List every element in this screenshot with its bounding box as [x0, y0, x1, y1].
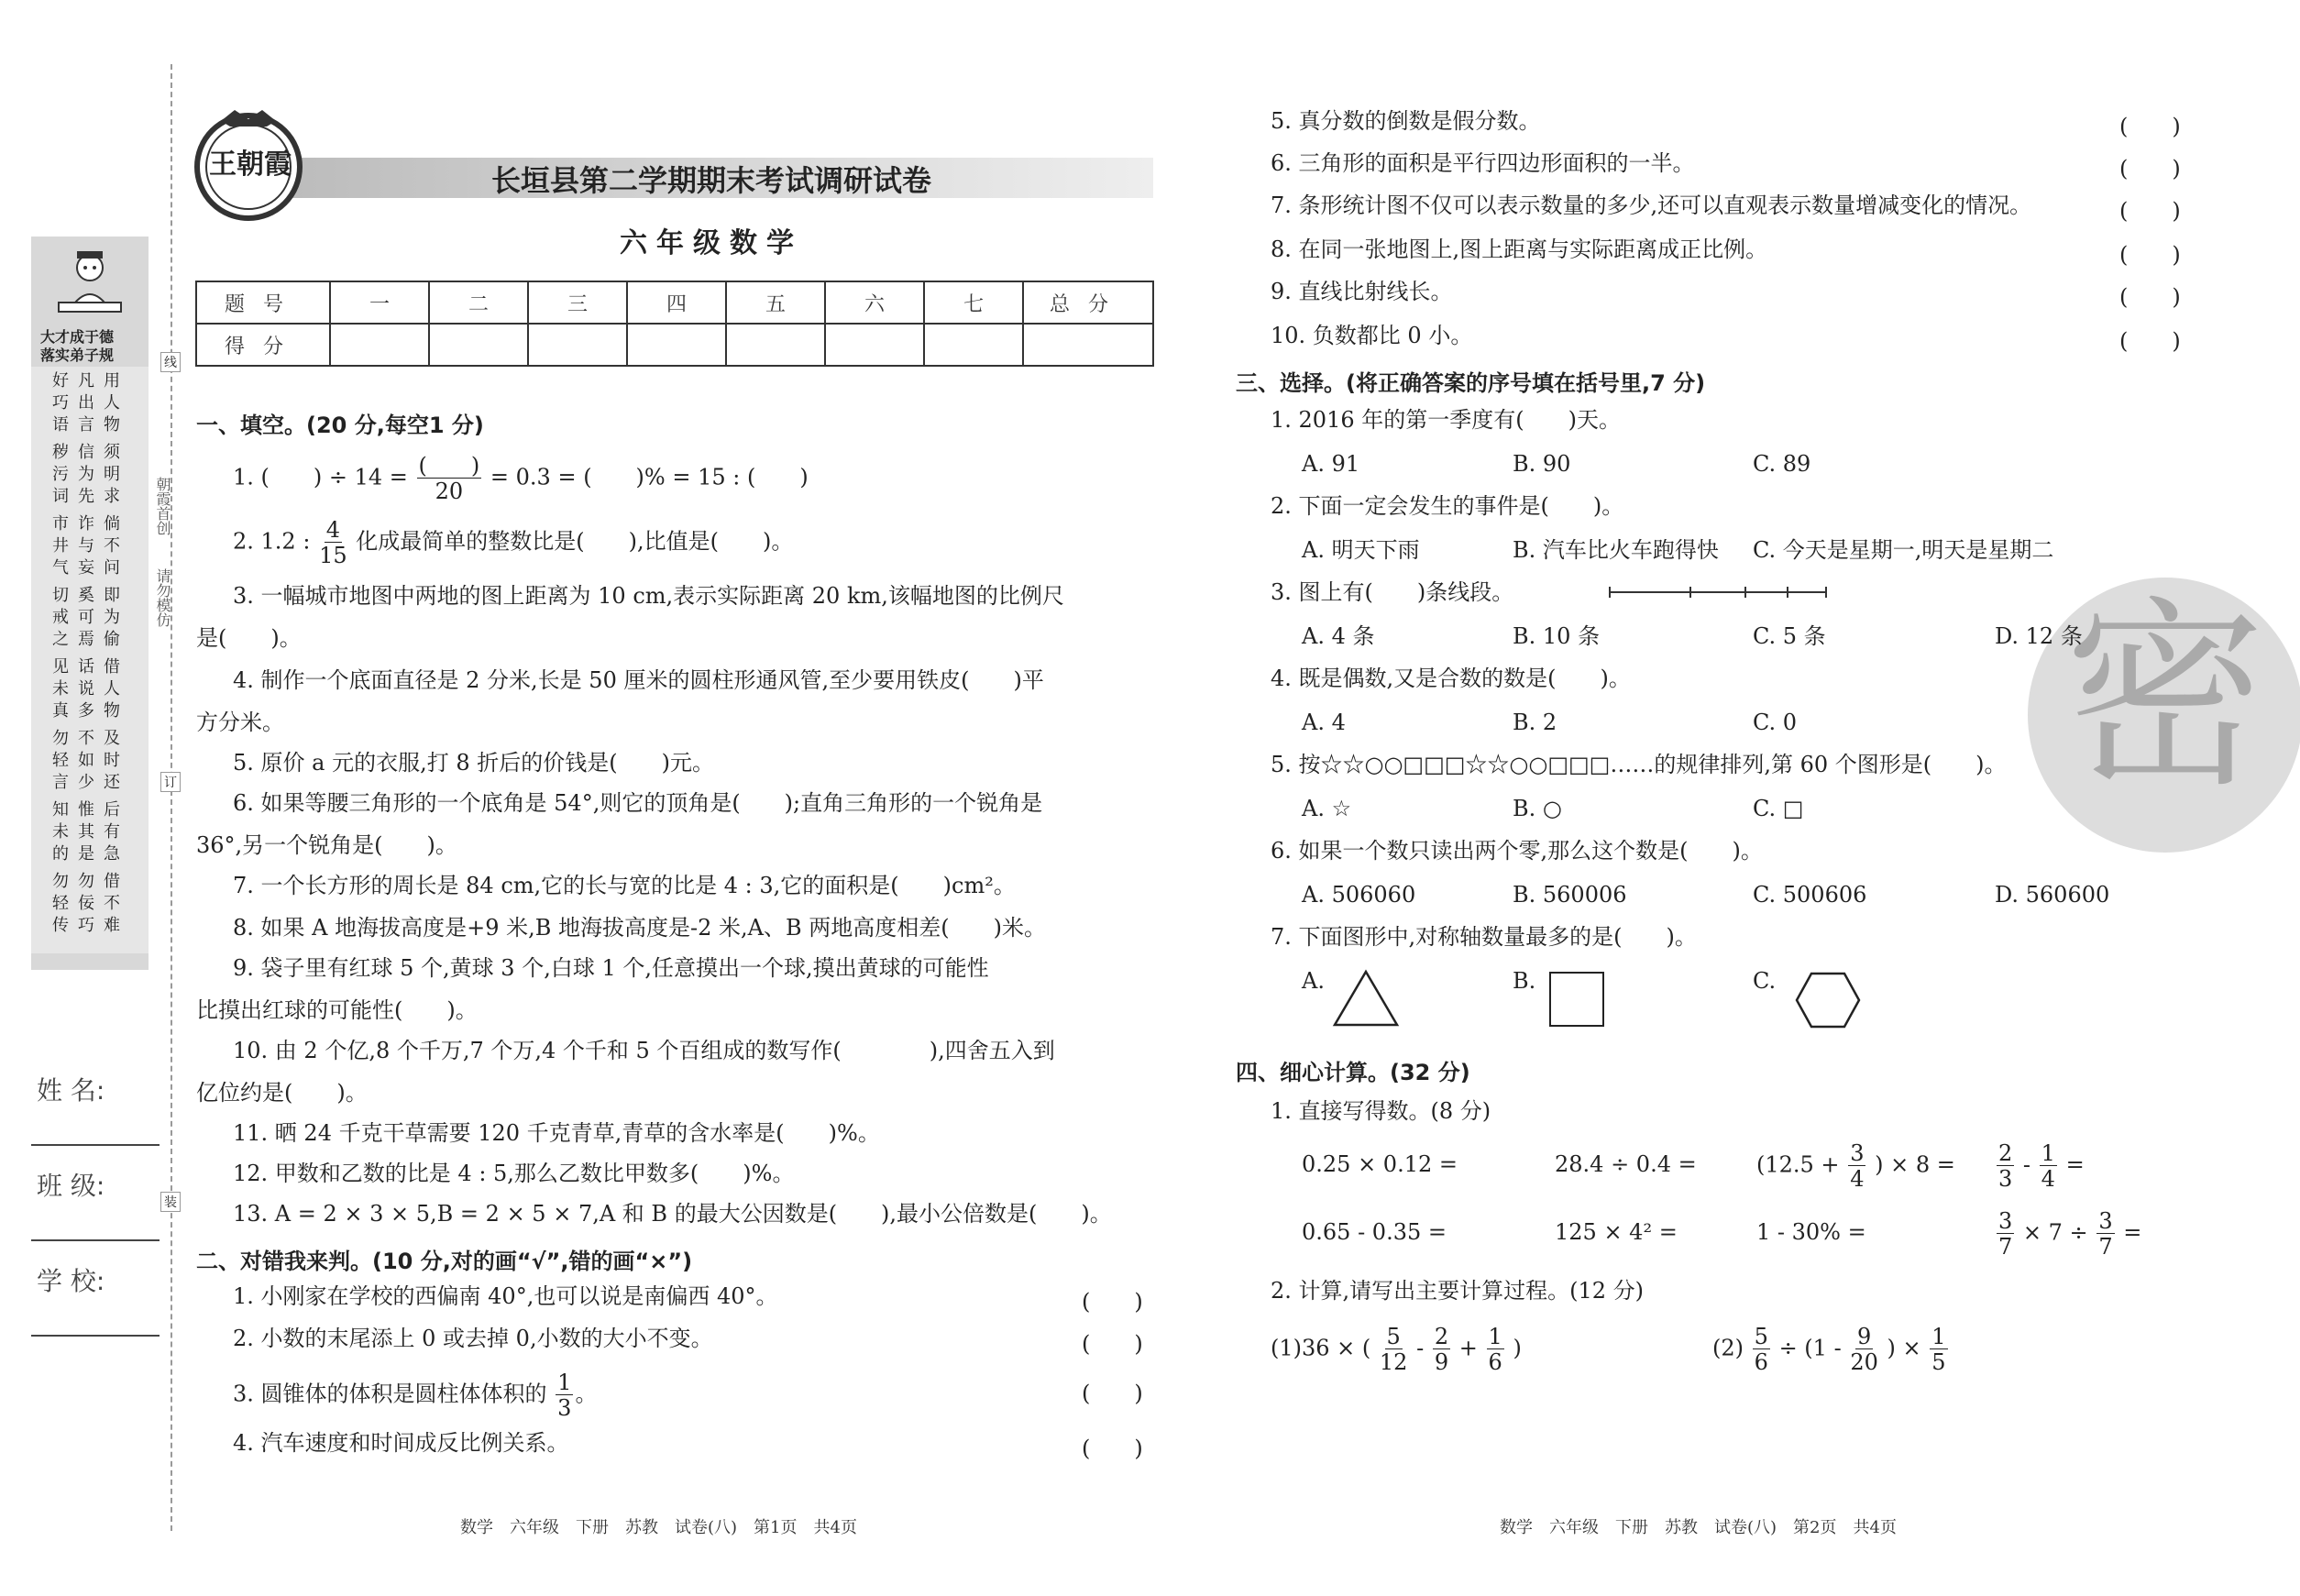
frac-den: 12 [1379, 1349, 1408, 1375]
calc-1-3 [1756, 1142, 1955, 1190]
calc-2-3: 1 - 30% = [1756, 1219, 1866, 1245]
fraction [1850, 1326, 1878, 1373]
judge-item-7: 7. 条形统计图不仅可以表示数量的多少,还可以直观表示数量增减变化的情况。 [1271, 193, 2032, 218]
frac-den: 3 [1998, 1166, 2013, 1192]
q-text: (2) [1712, 1335, 1744, 1361]
score-cell: 得分 [196, 324, 330, 366]
calc-2-1: 0.65 - 0.35 = [1302, 1219, 1447, 1245]
score-input-cell[interactable] [1023, 324, 1153, 366]
question-1-8: 8. 如果 A 地海拔高度是+9 米,B 地海拔高度是-2 米,A、B 两地高度相差( )米。 [233, 915, 1046, 941]
q-text: × 7 ÷ [2022, 1219, 2088, 1246]
frac-den: 9 [1434, 1349, 1449, 1375]
question-1-10-line2: 亿位约是( )。 [196, 1080, 368, 1106]
frac-den: 6 [1488, 1349, 1502, 1375]
calc-1-1: 0.25 × 0.12 = [1302, 1151, 1458, 1177]
q-text: 1. ( ) ÷ 14 = [233, 464, 408, 490]
frac-den: 5 [1931, 1349, 1946, 1375]
frac-num: 4 [325, 517, 340, 543]
square-shape [1549, 972, 1604, 1027]
option-c[interactable]: C. 89 [1753, 451, 1811, 477]
fraction [1848, 1142, 1865, 1190]
score-cell: 七 [924, 281, 1023, 324]
fraction [1380, 1326, 1408, 1373]
score-table-score-row [196, 324, 1153, 366]
fraction [319, 519, 347, 567]
frac-num: 9 [1856, 1324, 1872, 1349]
answer-paren[interactable]: ( ) [2119, 198, 2181, 224]
frac-den: 4 [1850, 1166, 1865, 1192]
frac-den: 4 [2041, 1166, 2055, 1192]
frac-num: ( ) [418, 453, 480, 479]
motto-column: 秽污词 [52, 443, 69, 506]
motto-column: 信为先 [78, 443, 94, 506]
calc-part2-label: 2. 计算,请写出主要计算过程。(12 分) [1271, 1278, 1645, 1304]
answer-paren[interactable]: ( ) [2119, 328, 2181, 354]
score-cell: 总分 [1023, 281, 1153, 324]
option-b[interactable]: B. 90 [1513, 451, 1571, 477]
seal-zhuang: 装 [160, 1192, 181, 1212]
frac-den: 7 [2098, 1234, 2113, 1260]
frac-num: 1 [2041, 1140, 2055, 1166]
frac-num: 1 [557, 1370, 572, 1395]
frac-den: 20 [1850, 1349, 1878, 1375]
motto-column: 倘不问 [104, 514, 120, 578]
seal-ding: 订 [160, 772, 181, 792]
question-1-10-line1: 10. 由 2 个亿,8 个千万,7 个万,4 个千和 5 个百组成的数写作( ),四舍五入到 [233, 1038, 1055, 1063]
fraction [1997, 1210, 2014, 1258]
frac-num: 5 [1754, 1324, 1768, 1349]
answer-paren[interactable]: ( ) [2119, 242, 2181, 268]
logo-text: 王朝霞 [209, 149, 292, 181]
calc-process-2 [1712, 1326, 1950, 1373]
score-input-cell[interactable] [825, 324, 924, 366]
class-label: 班 级: [37, 1171, 105, 1201]
option-a[interactable]: A. 4 条 [1302, 623, 1375, 649]
motto-column: 话说多 [78, 657, 94, 721]
judge-item-4: 4. 汽车速度和时间成反比例关系。 [233, 1430, 569, 1456]
calc-1-4 [1995, 1142, 2085, 1190]
q-text: + [1458, 1335, 1478, 1361]
option-a[interactable]: A. ☆ [1302, 796, 1352, 821]
motto-column: 用人物 [104, 371, 120, 435]
score-input-cell[interactable] [627, 324, 726, 366]
calc-1-2: 28.4 ÷ 0.4 = [1555, 1151, 1697, 1177]
question-1-13: 13. A = 2 × 3 × 5,B = 2 × 5 × 7,A 和 B 的最大公因数是( ),最小公倍数是( )。 [233, 1201, 1112, 1227]
motto-column: 借不难 [104, 872, 120, 935]
judge-item-10: 10. 负数都比 0 小。 [1271, 323, 1473, 348]
motto-column: 知未的 [52, 800, 69, 864]
question-1-3-line1: 3. 一幅城市地图中两地的图上距离为 10 cm,表示实际距离 20 km,该幅地图的比例尺 [233, 583, 1064, 609]
choice-q5: 5. 按☆☆○○□□□☆☆○○□□□……的规律排列,第 60 个图形是( )。 [1271, 752, 2007, 777]
vertical-note-1: 朝霞首创 [154, 477, 171, 535]
fraction [1930, 1326, 1947, 1373]
frac-den: 7 [1998, 1234, 2013, 1260]
question-1-7: 7. 一个长方形的周长是 84 cm,它的长与宽的比是 4 : 3,它的面积是( )cm²。 [233, 873, 1016, 898]
answer-paren[interactable]: ( ) [1082, 1331, 1143, 1357]
judge-item-8: 8. 在同一张地图上,图上距离与实际距离成正比例。 [1271, 237, 1768, 262]
choice-q2: 2. 下面一定会发生的事件是( )。 [1271, 493, 1624, 519]
q-text: = 0.3 = ( )% = 15 : ( ) [490, 464, 809, 490]
choice-q4: 4. 既是偶数,又是合数的数是( )。 [1271, 666, 1631, 691]
fraction [556, 1371, 573, 1419]
question-1-4-line1: 4. 制作一个底面直径是 2 分米,长是 50 厘米的圆柱形通风管,至少要用铁皮( )平 [233, 667, 1044, 693]
question-1-12: 12. 甲数和乙数的比是 4 : 5,那么乙数比甲数多( )%。 [233, 1161, 795, 1186]
score-cell: 六 [825, 281, 924, 324]
frac-num: 3 [1998, 1208, 2013, 1234]
motto-column: 切戒之 [52, 586, 69, 649]
answer-paren[interactable]: ( ) [2119, 114, 2181, 139]
fraction [1433, 1326, 1450, 1373]
motto-column: 好巧语 [52, 371, 69, 435]
seal-xian: 线 [160, 352, 181, 372]
section1-heading: 一、填空。(20 分,每空1 分) [196, 413, 484, 438]
answer-paren[interactable]: ( ) [2119, 284, 2181, 310]
watermark-text: 密 [2064, 579, 2267, 814]
triangle-shape [1331, 968, 1401, 1029]
option-b[interactable]: B. ○ [1513, 796, 1562, 821]
score-cell: 五 [726, 281, 825, 324]
q-text: 化成最简单的整数比是( ),比值是( )。 [356, 528, 794, 555]
choice-q6: 6. 如果一个数只读出两个零,那么这个数是( )。 [1271, 838, 1763, 864]
watermark-circle [2028, 578, 2300, 853]
judge-item-3 [233, 1371, 597, 1419]
score-input-cell[interactable] [528, 324, 627, 366]
fraction [2096, 1210, 2114, 1258]
answer-paren[interactable]: ( ) [1082, 1381, 1143, 1406]
motto-column: 不如少 [78, 729, 94, 792]
frac-num: 3 [2098, 1208, 2113, 1234]
vertical-note-2: 请勿模仿 [154, 568, 171, 627]
answer-paren[interactable]: ( ) [1082, 1289, 1143, 1315]
score-input-cell[interactable] [726, 324, 825, 366]
motto-column: 后有急 [104, 800, 120, 864]
option-a[interactable]: A. 91 [1302, 451, 1360, 477]
option-b[interactable]: B. 10 条 [1513, 623, 1601, 649]
option-a[interactable]: A. 4 [1302, 710, 1346, 735]
q-text: ) [1513, 1335, 1522, 1361]
q-text: 2. 1.2 : [233, 528, 311, 555]
scholar-illustration [46, 246, 134, 328]
score-cell: 题号 [196, 281, 330, 324]
footer-left: 数学 六年级 下册 苏教 试卷(八) 第1页 共4页 [460, 1518, 857, 1537]
fraction [1753, 1326, 1770, 1373]
judge-item-5: 5. 真分数的倒数是假分数。 [1271, 108, 1541, 134]
motto-column: 须明求 [104, 443, 120, 506]
question-1-3-line2: 是( )。 [196, 625, 302, 651]
choice-q1: 1. 2016 年的第一季度有( )天。 [1271, 407, 1621, 433]
frac-num: 1 [1488, 1324, 1502, 1349]
q-text: - [2022, 1151, 2031, 1178]
class-field[interactable] [31, 1239, 160, 1241]
option-a[interactable]: A. 506060 [1302, 882, 1416, 908]
score-cell: 二 [429, 281, 528, 324]
calc-2-2: 125 × 4² = [1555, 1219, 1678, 1245]
motto-column: 勿佞巧 [78, 872, 94, 935]
fraction [1487, 1326, 1504, 1373]
frac-num: 1 [1931, 1324, 1946, 1349]
option-c[interactable]: C. 0 [1753, 710, 1798, 735]
binding-dashed-line [171, 64, 172, 1531]
q-text: ) × [1887, 1335, 1921, 1361]
motto-column: 及时还 [104, 729, 120, 792]
calc-2-4 [1995, 1210, 2141, 1258]
motto-column: 勿轻传 [52, 872, 69, 935]
answer-paren[interactable]: ( ) [1082, 1436, 1143, 1461]
frac-num: 5 [1386, 1324, 1401, 1349]
question-1-4-line2: 方分米。 [196, 710, 284, 735]
score-input-cell[interactable] [330, 324, 429, 366]
judge-item-1: 1. 小刚家在学校的西偏南 40°,也可以说是南偏西 40°。 [233, 1283, 778, 1309]
choice-q3: 3. 图上有( )条线段。 [1271, 579, 1514, 605]
choice-q7: 7. 下面图形中,对称轴数量最多的是( )。 [1271, 924, 1697, 950]
question-1-9-line1: 9. 袋子里有红球 5 个,黄球 3 个,白球 1 个,任意摸出一个球,摸出黄球的可能性 [233, 955, 989, 981]
option-b[interactable]: B. 汽车比火车跑得快 [1513, 537, 1719, 563]
q-text: ÷ (1 - [1778, 1335, 1842, 1361]
school-label: 学 校: [37, 1266, 105, 1296]
option-b[interactable]: B. [1513, 968, 1536, 994]
score-input-cell[interactable] [924, 324, 1023, 366]
motto-top-1: 大才成于德 [40, 328, 115, 346]
frac-den: 6 [1754, 1349, 1768, 1375]
option-d[interactable]: D. 12 条 [1995, 623, 2083, 649]
q-text: ) × 8 = [1875, 1151, 1955, 1178]
question-1-1 [233, 455, 809, 502]
option-c[interactable]: C. 500606 [1753, 882, 1867, 908]
calc-process-1 [1271, 1326, 1522, 1373]
exam-title: 长垣县第二学期期末考试调研试卷 [491, 163, 932, 198]
judge-item-9: 9. 直线比射线长。 [1271, 279, 1453, 304]
section3-heading: 三、选择。(将正确答案的序号填在括号里,7 分) [1236, 370, 1706, 396]
name-field[interactable] [31, 1144, 160, 1146]
option-c[interactable]: C. 5 条 [1753, 623, 1826, 649]
score-cell: 一 [330, 281, 429, 324]
q-text: = [2123, 1219, 2142, 1246]
option-c[interactable]: C. □ [1753, 796, 1804, 821]
motto-column: 奚可焉 [78, 586, 94, 649]
fraction [417, 455, 482, 502]
name-label: 姓 名: [37, 1075, 105, 1106]
school-field[interactable] [31, 1335, 160, 1337]
motto-column: 凡出言 [78, 371, 94, 435]
question-1-6-line1: 6. 如果等腰三角形的一个底角是 54°,则它的顶角是( );直角三角形的一个锐角是 [233, 790, 1043, 816]
frac-den: 20 [435, 479, 464, 504]
answer-paren[interactable]: ( ) [2119, 156, 2181, 182]
section2-heading: 二、对错我来判。(10 分,对的画“√”,错的画“×”) [196, 1249, 693, 1274]
score-table [195, 281, 1154, 367]
calc-part1-label: 1. 直接写得数。(8 分) [1271, 1098, 1491, 1124]
fraction [1997, 1142, 2014, 1190]
footer-right: 数学 六年级 下册 苏教 试卷(八) 第2页 共4页 [1500, 1518, 1897, 1537]
motto-column: 市井气 [52, 514, 69, 578]
fraction [2040, 1142, 2057, 1190]
q-text: 3. 圆锥体的体积是圆柱体体积的 [233, 1381, 547, 1407]
score-cell: 四 [627, 281, 726, 324]
line-segment-figure [1608, 583, 1828, 601]
motto-column: 借人物 [104, 657, 120, 721]
score-cell: 三 [528, 281, 627, 324]
motto-column: 诈与妄 [78, 514, 94, 578]
judge-item-2: 2. 小数的末尾添上 0 或去掉 0,小数的大小不变。 [233, 1326, 713, 1351]
frac-num: 3 [1850, 1140, 1865, 1166]
question-1-11: 11. 晒 24 千克干草需要 120 千克青草,青草的含水率是( )%。 [233, 1120, 880, 1146]
q-text: = [2065, 1151, 2085, 1178]
option-a[interactable]: A. [1302, 968, 1325, 994]
option-b[interactable]: B. 560006 [1513, 882, 1627, 908]
motto-column: 惟其是 [78, 800, 94, 864]
section4-heading: 四、细心计算。(32 分) [1236, 1060, 1470, 1085]
question-1-2 [233, 519, 793, 567]
motto-column: 即为偷 [104, 586, 120, 649]
motto-column: 勿轻言 [52, 729, 69, 792]
frac-num: 2 [1998, 1140, 2013, 1166]
hexagon-shape [1793, 970, 1863, 1030]
subject-title: 六年级数学 [620, 227, 803, 259]
judge-item-6: 6. 三角形的面积是平行四边形面积的一半。 [1271, 150, 1695, 176]
option-a[interactable]: A. 明天下雨 [1302, 537, 1420, 563]
q-text: (1)36 × ( [1271, 1335, 1371, 1361]
question-1-5: 5. 原价 a 元的衣服,打 8 折后的价钱是( )元。 [233, 750, 714, 776]
question-1-9-line2: 比摸出红球的可能性( )。 [196, 997, 478, 1023]
frac-den: 15 [319, 543, 347, 568]
score-input-cell[interactable] [429, 324, 528, 366]
option-d[interactable]: D. 560600 [1995, 882, 2110, 908]
q-text: (12.5 + [1756, 1151, 1840, 1178]
option-b[interactable]: B. 2 [1513, 710, 1557, 735]
option-c[interactable]: C. [1753, 968, 1777, 994]
option-c[interactable]: C. 今天是星期一,明天是星期二 [1753, 537, 2054, 563]
q-text: 。 [575, 1381, 598, 1407]
question-1-6-line2: 36°,另一个锐角是( )。 [196, 832, 457, 858]
motto-top-2: 落实弟子规 [40, 347, 115, 364]
score-table-header-row [196, 281, 1153, 324]
motto-column: 见未真 [52, 657, 69, 721]
q-text: - [1416, 1335, 1425, 1361]
frac-num: 2 [1434, 1324, 1449, 1349]
frac-den: 3 [557, 1395, 572, 1421]
